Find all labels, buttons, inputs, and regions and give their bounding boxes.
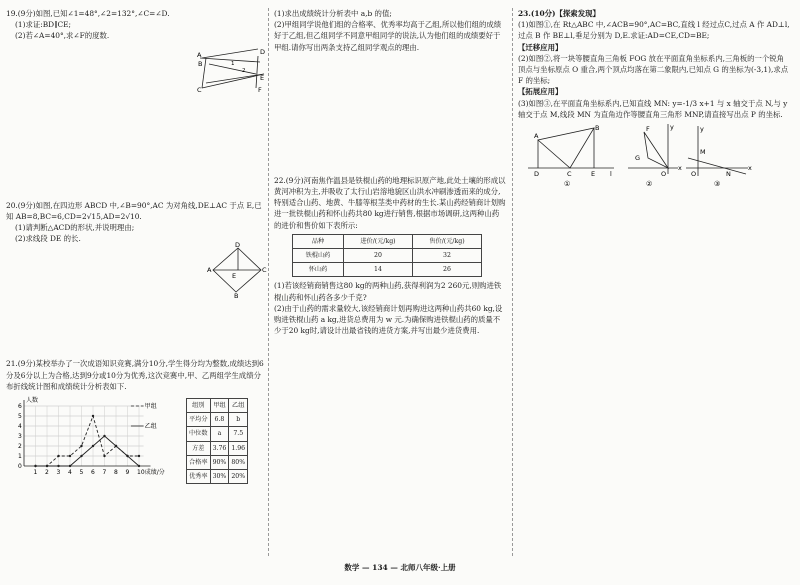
x-tick-label: 2 [45, 469, 49, 477]
series-2-point [103, 435, 105, 437]
q20-label-B: B [234, 292, 239, 301]
q23-fig3-N: N [726, 170, 731, 179]
legend-label: 甲组 [144, 403, 157, 411]
series-2-point [92, 445, 94, 447]
q23-fig3-caption: ③ [714, 180, 721, 189]
q23-fig1-D: D [534, 170, 540, 179]
x-tick-label: 6 [91, 469, 95, 477]
q21-table-cell: 1.96 [229, 441, 248, 455]
q21-table-cell: b [229, 413, 248, 427]
page-footer: 数学 — 134 — 北师八年级·上册 [344, 563, 456, 572]
q19-figure [6, 44, 264, 102]
q22-table-cell: 20 [343, 249, 412, 263]
series-1-point [138, 455, 140, 457]
q21-table-cell: 组别 [187, 399, 211, 413]
q23-fig3-x: x [748, 164, 752, 173]
series-1-point [69, 455, 71, 457]
q21-table-cell: 方差 [187, 441, 211, 455]
q22-table-row [293, 249, 482, 263]
q23-figures [518, 123, 790, 189]
q21-table-row [187, 427, 248, 441]
q23-part3: (3)如图③,在平面直角坐标系内,已知直线 MN: y=-1/3 x+1 与 x 轴交于点 N,与 y 轴交于点 M,线段 MN 为直角边作等腰直角三角形 MNP,请直接写出点 P 的坐标. [518, 98, 788, 119]
q23-fig1-caption: ① [564, 180, 571, 189]
series-2-point [46, 465, 48, 467]
q21-table-cell: 3.76 [210, 441, 229, 455]
q23-fig2-y: y [670, 123, 674, 132]
q23-fig1-A: A [534, 132, 539, 141]
q22-table-cell: 26 [412, 263, 481, 277]
y-tick-label: 0 [18, 463, 22, 471]
column-divider-2 [512, 8, 513, 556]
q23-part2: (2)如图②,将一块等腰直角三角板 FOG 放在平面直角坐标系内,三角板的一个锐角顶点与坐标原点 O 重合,两个顶点均落在第二象限内,已知点 G 的坐标为(-3,1),求点 F 的坐标; [518, 53, 789, 86]
q21-table-cell: 乙组 [229, 399, 248, 413]
q22-table-cell: 铁棍山药 [293, 249, 344, 263]
x-tick-label: 9 [125, 469, 130, 477]
q19-label-C: C [197, 85, 202, 94]
q22-table-header-row [293, 234, 482, 248]
q21-stats-table [186, 398, 248, 484]
q23-part1: (1)如图①,在 Rt△ABC 中,∠ACB=90°,AC=BC,直线 l 经过点C,过点 A 作 AD⊥l,过点 B 作 BE⊥l,垂足分别为 D,E.求证:AD=CE,CD=BE; [518, 20, 790, 41]
q19-label-E: E [260, 73, 265, 82]
q21-table-cell: 20% [229, 470, 248, 484]
q23-fig2-G: G [635, 154, 641, 163]
q23-fig2-O: O [661, 170, 667, 179]
q21-table-row [187, 441, 248, 455]
x-tick-label: 8 [114, 469, 118, 477]
q21-table-cell: 6.8 [210, 413, 229, 427]
q19-label-1: 1 [231, 60, 235, 67]
series-1-point [80, 445, 82, 447]
q22-title: 22.(9分)河南焦作温县是铁棍山药的地理标识原产地,此处土壤的形成以黄河冲积为主,并吸收了太行山岩溶地貌区山洪水冲刷渗透而来的成分,特别适合山药、地黄、牛膝等根茎类中药材的生长.某山药经销商计划购进一批铁棍山药和怀山药共80 kg进行销售,根据市场调研,这两种山药的进价和售价如下表所示: [274, 175, 506, 230]
q22-table-cell: 进价/(元/kg) [343, 234, 412, 248]
x-tick-label: 5 [79, 469, 84, 477]
series-2-point [57, 465, 59, 467]
q19-label-B: B [198, 59, 203, 68]
q21-part2: (2)甲组同学说他们组的合格率、优秀率均高于乙组,所以他们组的成绩好于乙组,但乙组同学不同意甲组同学的说法,认为他们组的成绩要好于甲组.请你写出两条支持乙组同学观点的理由. [274, 20, 502, 52]
q20-part1: (1)请判断△ACD的形状,并说明理由; [15, 223, 135, 233]
q19-label-2: 2 [242, 67, 246, 74]
y-axis-label: 人数 [26, 397, 39, 405]
column-middle [274, 8, 506, 336]
q21-table-cell: a [210, 427, 229, 441]
q23-title: 23.(10分)【探索发现】 [518, 9, 600, 18]
series-2-point [80, 455, 82, 457]
q22-table-cell: 14 [343, 263, 412, 277]
q23-fig1-l: l [610, 170, 612, 179]
legend-label: 乙组 [144, 423, 157, 431]
x-tick-label: 4 [68, 469, 72, 477]
x-tick-label: 1 [33, 469, 38, 477]
y-tick-label: 6 [18, 403, 22, 411]
series-2-point [34, 465, 36, 467]
q22-part1: (1)若该经销商销售这80 kg的两种山药,获得利润为2 260元,则购进铁棍山药和怀山药各多少千克? [274, 281, 502, 302]
q23-fig3-O: O [691, 170, 697, 179]
q23-fig1-E: E [591, 170, 596, 179]
series-line-1 [36, 416, 140, 466]
y-tick-label: 4 [18, 423, 22, 431]
y-tick-label: 1 [18, 453, 22, 461]
q20-label-A: A [207, 266, 212, 275]
q21-table-cell: 80% [229, 455, 248, 469]
q21-table-cell: 90% [210, 455, 229, 469]
q23-fig2-F: F [646, 125, 650, 134]
q23-fig2-caption: ② [646, 180, 653, 189]
series-1-point [57, 455, 59, 457]
q20-label-C: C [262, 266, 267, 275]
y-tick-label: 5 [18, 413, 22, 421]
series-2-point [126, 455, 128, 457]
q21-table-cell: 7.5 [229, 427, 248, 441]
q22-table-cell: 怀山药 [293, 263, 344, 277]
column-left [6, 8, 267, 481]
q21-title: 21.(9分)某校举办了一次成语知识竞赛,满分10分,学生得分均为整数,成绩达到6分及6分以上为合格,达到9分或10分为优秀,这次竞赛中,甲、乙两组学生成绩分布折线统计图和成绩统计分析表如下. [6, 359, 264, 391]
x-axis-label: 成绩/分 [144, 469, 165, 477]
series-2-point [69, 465, 71, 467]
q23-fig1-B: B [595, 124, 600, 133]
q21-table-header-row [187, 399, 248, 413]
x-tick-label: 3 [56, 469, 61, 477]
q19-title: 19.(9分)如图,已知∠1=48°,∠2=132°,∠C=∠D. [6, 9, 170, 18]
q21-table-cell: 合格率 [187, 455, 211, 469]
q22-price-table [292, 234, 482, 278]
y-tick-label: 2 [18, 443, 22, 451]
column-divider-1 [268, 8, 269, 556]
q20-title: 20.(9分)如图,在四边形 ABCD 中,∠B=90°,AC 为对角线,DE⊥AC 于点 E,已知 AB=8,BC=6,CD=2√15,AD=2√10. [6, 200, 262, 221]
q22-part2: (2)由于山药的需求量较大,该经销商计划再购进这两种山药共60 kg,设购进铁棍山药 a kg,进货总费用为 w 元.为确保购进铁棍山药的质量不少于20 kg时,请设计出最省钱的进货方案,并写出最少进货费用. [274, 303, 503, 336]
series-2-point [138, 465, 140, 467]
q23-fig1-C: C [567, 170, 572, 179]
series-1-point [92, 415, 94, 417]
q21-table-row [187, 470, 248, 484]
x-tick-label: 7 [102, 469, 107, 477]
q21-table-cell: 甲组 [210, 399, 229, 413]
q20-label-E: E [232, 272, 237, 281]
q21-table-row [187, 413, 248, 427]
q19-part1: (1)求证:BD∥CE; [15, 20, 72, 30]
q19-label-A: A [197, 50, 202, 59]
q21-table-cell: 优秀率 [187, 470, 211, 484]
column-right [518, 8, 790, 189]
q20-part2: (2)求线段 DE 的长. [15, 234, 81, 244]
q19-part2: (2)若∠A=40°,求∠F的度数. [15, 31, 110, 41]
q22-table-cell: 32 [412, 249, 481, 263]
q19-label-D: D [260, 47, 266, 56]
q23-fig3-M: M [700, 148, 706, 157]
x-tick-label: 10 [137, 469, 145, 477]
q21-table-cell: 中位数 [187, 427, 211, 441]
series-1-point [103, 455, 105, 457]
q23-fig2-x: x [678, 164, 682, 173]
q23-heading-transfer: 【迁移应用】 [518, 42, 563, 52]
q21-part1: (1)求出成绩统计分析表中 a,b 的值; [274, 9, 392, 18]
q21-table-row [187, 455, 248, 469]
y-tick-label: 3 [18, 433, 22, 441]
q21-table-cell: 平均分 [187, 413, 211, 427]
q21-line-chart [10, 396, 185, 478]
q23-fig3-y: y [700, 125, 704, 134]
q23-heading-extend: 【拓展应用】 [518, 87, 563, 97]
series-line-2 [36, 436, 140, 466]
q20-label-D: D [235, 241, 241, 250]
q20-figure [6, 241, 267, 301]
q22-table-cell: 品种 [293, 234, 344, 248]
q22-table-row [293, 263, 482, 277]
q19-label-F: F [258, 85, 262, 94]
q21-table-cell: 30% [210, 470, 229, 484]
q22-table-cell: 售价/(元/kg) [412, 234, 481, 248]
series-2-point [115, 445, 117, 447]
